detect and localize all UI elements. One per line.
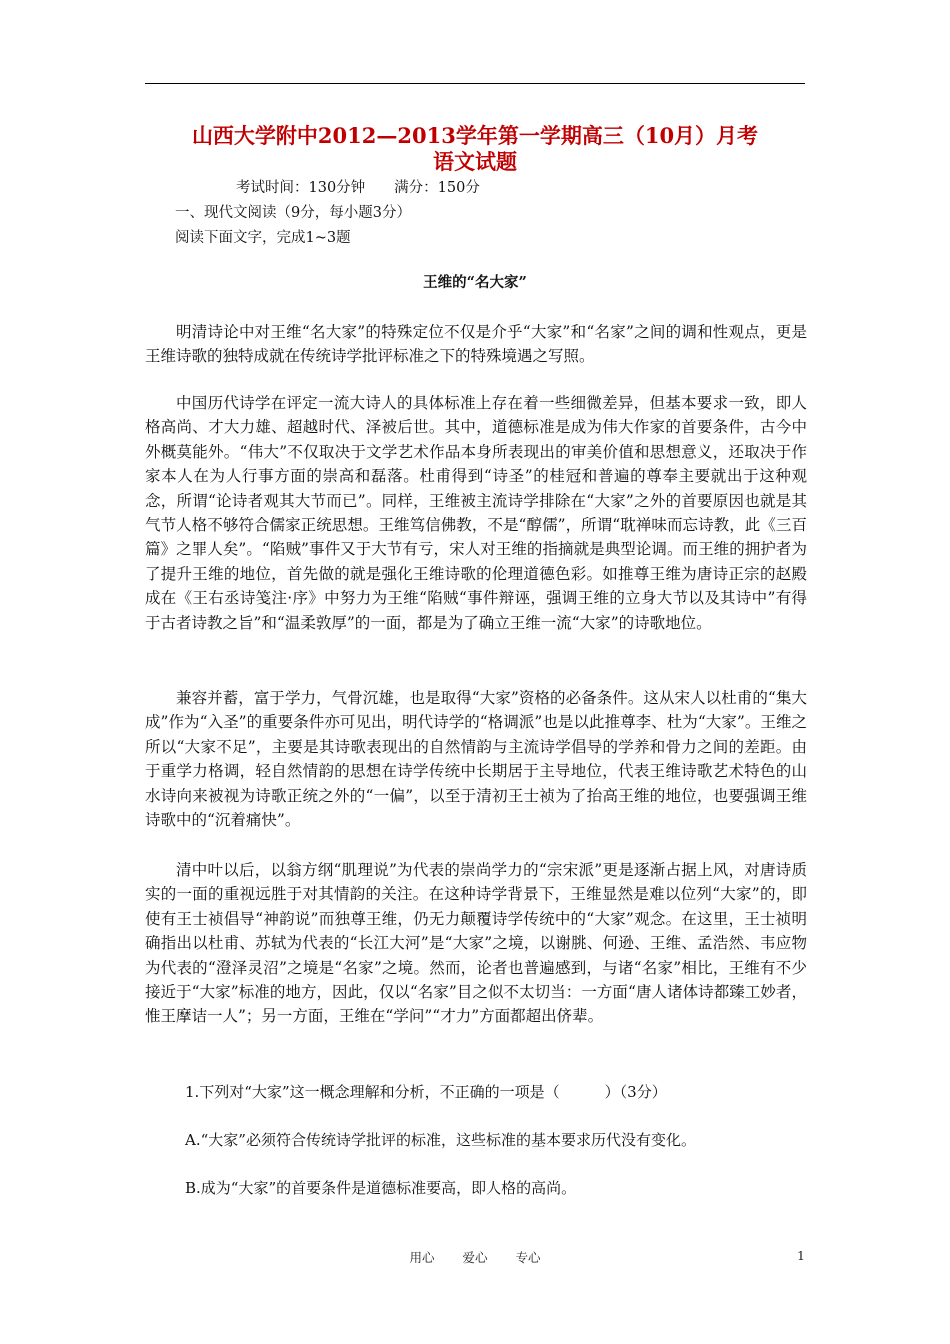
footer-motto-word: 爱心 [462, 1250, 488, 1265]
article-paragraph: 明清诗论中对王维“名大家”的特殊定位不仅是介乎“大家”和“名家”之间的调和性观点，更是王维诗歌的独特成就在传统诗学批评标准之下的特殊境遇之写照。 [145, 323, 807, 366]
footer-motto-word: 用心 [409, 1250, 435, 1265]
question-1-option-b: B.成为“大家”的首要条件是道德标准要高，即人格的高尚。 [185, 1179, 577, 1197]
footer-motto [0, 1248, 950, 1266]
header-rule [145, 83, 805, 84]
exam-subject-title: 语文试题 [433, 149, 517, 174]
exam-info: 考试时间：130分钟 满分：150分 [236, 180, 480, 196]
page-number: 1 [797, 1248, 805, 1263]
question-1-option-a: A.“大家”必须符合传统诗学批评的标准，这些标准的基本要求历代没有变化。 [185, 1131, 696, 1149]
article-title: 王维的“名大家” [423, 274, 527, 291]
article-paragraph: 清中叶以后，以翁方纲“肌理说”为代表的崇尚学力的“宗宋派”更是逐渐占据上风，对唐诗质实的一面的重视远胜于对其情韵的关注。在这种诗学背景下，王维显然是难以位列“大家”的，即使有王士祯倡导“神韵说”而独尊王维，仍无力颠覆诗学传统中的“大家”观念。在这里，王士祯明确指出以杜甫、苏轼为代表的“长江大河”是“大家”之境，以谢朓、何逊、王维、孟浩然、韦应物为代表的“澄泽灵沼”之境是“名家”之境。然而，论者也普遍感到，与诸“名家”相比，王维有不少接近于“大家”标准的地方，因此，仅以“名家”目之似不太切当：一方面“唐人诸体诗都臻工妙者，惟王摩诘一人”；另一方面，王维在“学问”“才力”方面都超出侪辈。 [145, 861, 807, 1026]
section-heading: 一、现代文阅读（9分，每小题3分） [175, 205, 411, 221]
article-paragraph: 兼容并蓄，富于学力，气骨沉雄，也是取得“大家”资格的必备条件。这从宋人以杜甫的“集大成”作为“入圣”的重要条件亦可见出，明代诗学的“格调派”也是以此推尊李、杜为“大家”。王维之所以“大家不足”，主要是其诗歌表现出的自然情韵与主流诗学倡导的学养和骨力之间的差距。由于重学力格调，轻自然情韵的思想在诗学传统中长期居于主导地位，代表王维诗歌艺术特色的山水诗向来被视为诗歌正统之外的“一偏”，以至于清初王士祯为了抬高王维的地位，也要强调王维诗歌中的“沉着痛快”。 [145, 689, 807, 830]
exam-title: 山西大学附中2012—2013学年第一学期高三（10月）月考 [191, 123, 759, 148]
reading-instruction: 阅读下面文字，完成1~3题 [175, 230, 351, 246]
question-1: 1.下列对“大家”这一概念理解和分析，不正确的一项是（ ）（3分） [185, 1083, 667, 1101]
article-paragraph: 中国历代诗学在评定一流大诗人的具体标准上存在着一些细微差异，但基本要求一致，即人格高尚、才大力雄、超越时代、泽被后世。其中，道德标准是成为伟大作家的首要条件，古今中外概莫能外。“伟大”不仅取决于文学艺术作品本身所表现出的审美价值和思想意义，还取决于作家本人在为人行事方面的崇高和磊落。杜甫得到“诗圣”的桂冠和普遍的尊奉主要就出于这种观念，所谓“论诗者观其大节而已”。同样，王维被主流诗学排除在“大家”之外的首要原因也就是其气节人格不够符合儒家正统思想。王维笃信佛教，不是“醇儒”，所谓“耽禅味而忘诗教，此《三百篇》之罪人矣”。“陷贼”事件又于大节有亏，宋人对王维的指摘就是典型论调。而王维的拥护者为了提升王维的地位，首先做的就是强化王维诗歌的伦理道德色彩。如推尊王维为唐诗正宗的赵殿成在《王右丞诗笺注·序》中努力为王维“陷贼“事件辩诬，强调王维的立身大节以及其诗中”有得于古者诗教之旨”和“温柔敦厚”的一面，都是为了确立王维一流“大家”的诗歌地位。 [145, 394, 807, 632]
footer-motto-word: 专心 [515, 1250, 541, 1265]
